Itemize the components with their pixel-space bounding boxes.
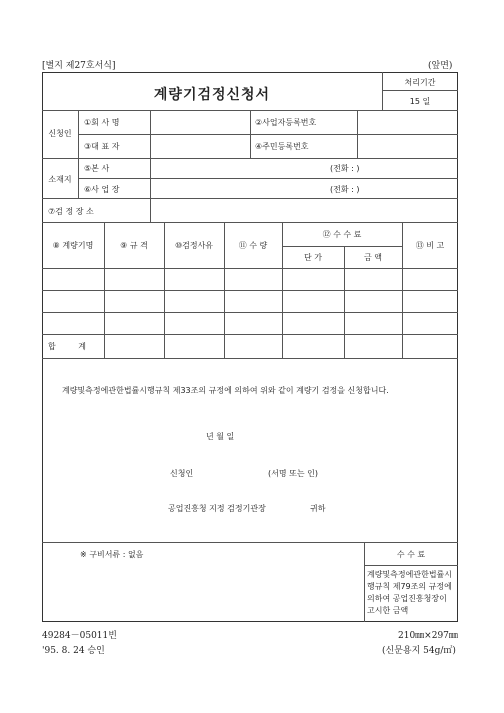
inspection-place-label: ⑦검 정 장 소 xyxy=(48,207,94,216)
total-label: 합 계 xyxy=(48,342,96,351)
fee-box-title: 수 수 료 xyxy=(396,550,426,559)
business-reg-label: ②사업자등록번호 xyxy=(255,118,317,127)
processing-period-value: 15 일 xyxy=(409,97,431,106)
col-unit-price: 단 가 xyxy=(304,253,322,262)
col-remarks: ⑬ 비 고 xyxy=(415,241,445,250)
applicant-section-label: 신청인 xyxy=(48,129,72,138)
addressee: 공업진흥청 지정 검정기관장 xyxy=(168,504,266,513)
form-code: 49284－05011빈 xyxy=(42,631,117,641)
form-title: 계량기검정신청서 xyxy=(153,87,271,103)
processing-period-label: 처리기간 xyxy=(404,78,436,87)
business-site-label: ⑥사 업 장 xyxy=(84,185,120,194)
col-spec: ⑨ 규 격 xyxy=(120,241,148,250)
location-section-label: 소재지 xyxy=(48,175,72,184)
col-fee: ⑫ 수 수 료 xyxy=(322,230,362,239)
honorific: 귀하 xyxy=(310,504,326,513)
date-line: 년 월 일 xyxy=(206,432,235,441)
application-statement: 계량및측정에관한법률시행규칙 제33조의 규정에 의하여 위와 같이 계량기 검정을 신청합니다. xyxy=(62,386,389,395)
page-side-label: (앞면) xyxy=(428,61,453,71)
resident-reg-label: ④주민등록번호 xyxy=(255,142,309,151)
col-meter-name: ⑧ 계량기명 xyxy=(52,241,94,250)
business-site-phone: (전화 : ) xyxy=(330,185,360,194)
paper-type: (신문용지 54g/㎡) xyxy=(382,646,456,656)
approval-date: '95. 8. 24 승인 xyxy=(42,646,105,656)
fee-box-note: 계량및측정에관한법률시행규칙 제79조의 규정에 의하여 공업진흥청장이 고시한 금액 xyxy=(367,570,453,615)
representative-label: ③대 표 자 xyxy=(84,142,120,151)
col-reason: ⑩검정사유 xyxy=(174,241,214,250)
col-quantity: ⑪ 수 량 xyxy=(238,241,268,250)
signature-note: (서명 또는 인) xyxy=(268,469,318,478)
paper-size: 210㎜×297㎜ xyxy=(398,631,458,641)
col-amount: 금 액 xyxy=(364,253,382,262)
head-office-label: ⑤본 사 xyxy=(84,164,110,173)
form-number: [별지 제27호서식] xyxy=(42,61,116,71)
company-name-label: ①회 사 명 xyxy=(84,118,120,127)
required-documents: ※ 구비서류 : 없음 xyxy=(80,550,144,559)
applicant-signature-label: 신청인 xyxy=(170,469,194,478)
head-office-phone: (전화 : ) xyxy=(330,164,360,173)
